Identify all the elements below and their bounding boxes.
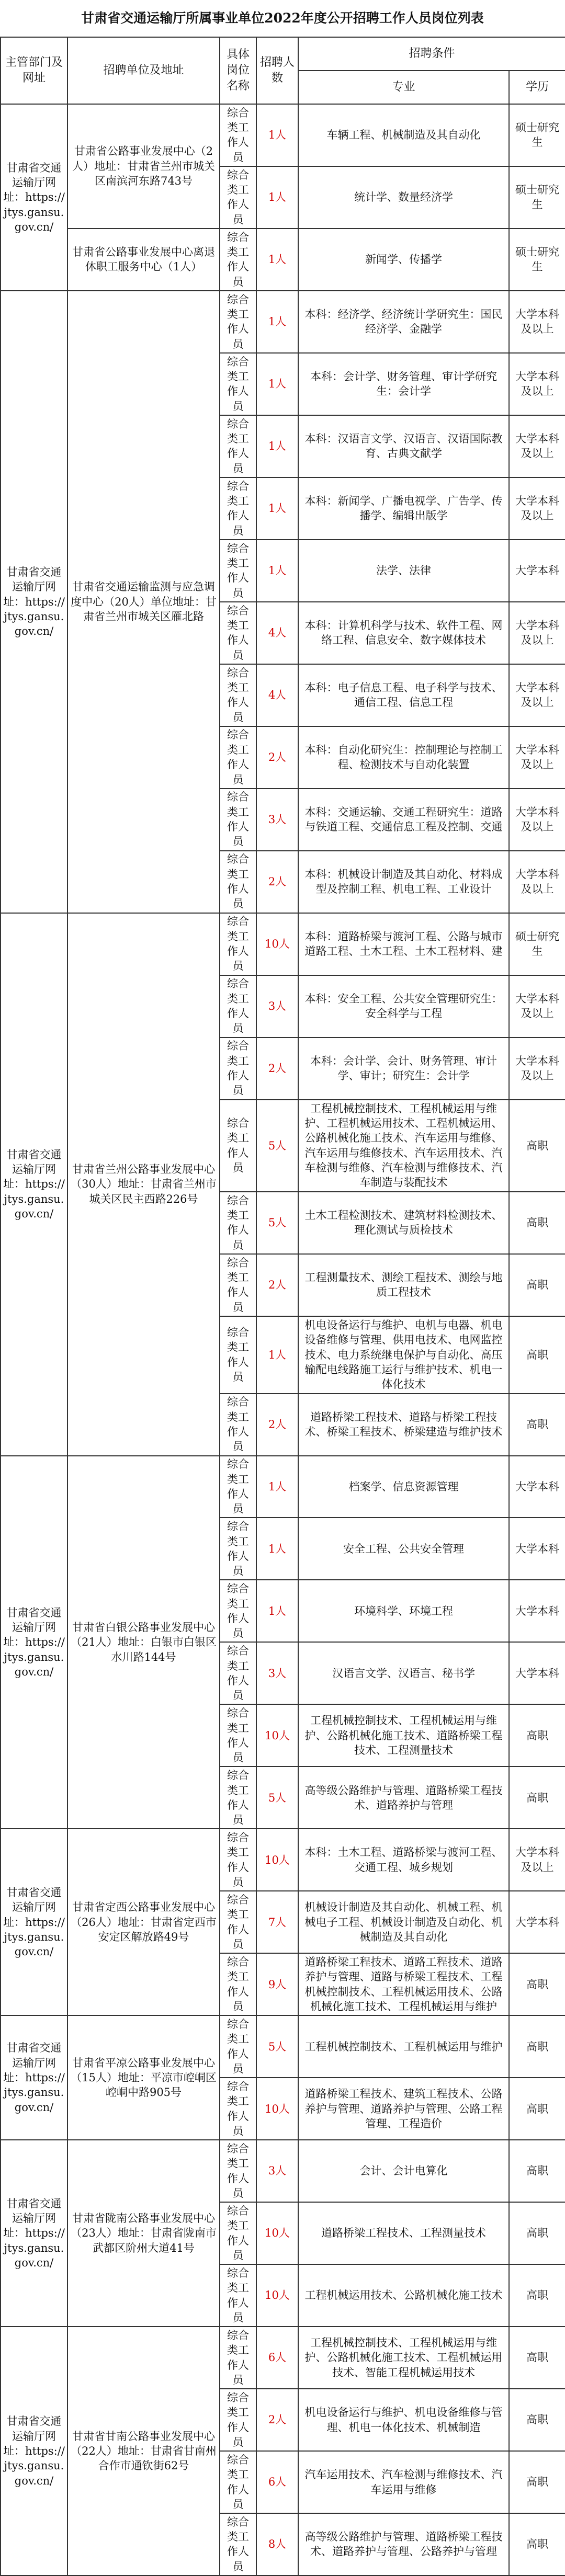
major-cell: 道路桥梁工程技术、建筑工程技术、公路养护与管理、道路养护与管理、公路工程管理、工程造价 [298,2078,509,2140]
education-cell: 高职 [509,2140,565,2202]
post-cell: 综合类工作人员 [220,1953,256,2015]
count-cell: 1人 [256,477,298,540]
count-cell: 2人 [256,1038,298,1100]
major-cell: 本科：电子信息工程、电子科学与技术、通信工程、信息工程 [298,664,509,726]
major-cell: 本科：汉语言文学、汉语言、汉语国际教育、古典文献学 [298,415,509,477]
education-cell: 大学本科及以上 [509,975,565,1038]
count-cell: 1人 [256,1580,298,1642]
major-cell: 汽车运用技术、汽车检测与维修技术、汽车运用与维修 [298,2451,509,2513]
table-row [1,2327,565,2389]
count-cell: 8人 [256,2513,298,2575]
table-row [1,104,565,166]
header-dept: 主管部门及网址 [1,37,67,104]
major-cell: 工程测量技术、测绘工程技术、测绘与地质工程技术 [298,1254,509,1316]
dept-cell: 甘肃省交通运输厅网址：https://jtys.gansu.gov.cn/ [1,104,67,291]
header-count: 招聘人数 [256,37,298,104]
major-cell: 新闻学、传播学 [298,229,509,291]
education-cell: 高职 [509,1192,565,1254]
unit-cell: 甘肃省公路事业发展中心（2人）地址：甘肃省兰州市城关区南滨河东路743号 [67,104,220,229]
post-cell: 综合类工作人员 [220,1456,256,1518]
post-cell: 综合类工作人员 [220,1766,256,1829]
education-cell: 高职 [509,1100,565,1192]
count-cell: 1人 [256,166,298,229]
education-cell: 大学本科及以上 [509,291,565,353]
count-cell: 5人 [256,2015,298,2078]
dept-cell: 甘肃省交通运输厅网址：https://jtys.gansu.gov.cn/ [1,2327,67,2575]
count-cell: 5人 [256,1766,298,1829]
count-cell: 1人 [256,229,298,291]
education-cell: 大学本科及以上 [509,353,565,415]
major-cell: 本科：会计学、会计、财务管理、审计学、审计；研究生：会计学 [298,1038,509,1100]
major-cell: 机电设备运行与维护、机电设备维修与管理、机电一体化技术、机械制造 [298,2389,509,2451]
count-cell: 9人 [256,1953,298,2015]
post-cell: 综合类工作人员 [220,2202,256,2264]
major-cell: 本科：新闻学、广播电视学、广告学、传播学、编辑出版学 [298,477,509,540]
count-cell: 1人 [256,415,298,477]
count-cell: 3人 [256,1642,298,1704]
table-row [1,2140,565,2202]
major-cell: 高等级公路维护与管理、道路桥梁工程技术、道路养护与管理 [298,1766,509,1829]
major-cell: 工程机械控制技术、工程机械运用与维护 [298,2015,509,2078]
education-cell: 大学本科及以上 [509,415,565,477]
major-cell: 本科：交通运输、交通工程研究生：道路与铁道工程、交通信息工程及控制、交通 [298,789,509,851]
post-cell: 综合类工作人员 [220,851,256,913]
recruitment-table [0,37,565,2576]
table-row [1,1829,565,1891]
table-row [1,1456,565,1518]
table-row [1,229,565,291]
education-cell: 高职 [509,2078,565,2140]
count-cell: 10人 [256,913,298,975]
education-cell: 硕士研究生 [509,913,565,975]
count-cell: 6人 [256,2451,298,2513]
education-cell: 大学本科及以上 [509,851,565,913]
count-cell: 1人 [256,291,298,353]
major-cell: 土木工程检测技术、建筑材料检测技术、理化测试与质检技术 [298,1192,509,1254]
unit-cell: 甘肃省交通运输监测与应急调度中心（20人）单位地址：甘肃省兰州市城关区雁北路 [67,291,220,913]
count-cell: 10人 [256,1704,298,1766]
education-cell: 高职 [509,2202,565,2264]
post-cell: 综合类工作人员 [220,353,256,415]
education-cell: 高职 [509,1704,565,1766]
count-cell: 1人 [256,1518,298,1580]
education-cell: 大学本科 [509,540,565,602]
unit-cell: 甘肃省公路事业发展中心离退休职工服务中心（1人） [67,229,220,291]
education-cell: 大学本科 [509,1518,565,1580]
unit-cell: 甘肃省定西公路事业发展中心（26人）地址：甘肃省定西市安定区解放路49号 [67,1829,220,2015]
page-title: 甘肃省交通运输厅所属事业单位2022年度公开招聘工作人员岗位列表 [81,10,484,26]
post-cell: 综合类工作人员 [220,1038,256,1100]
education-cell: 大学本科 [509,1580,565,1642]
major-cell: 高等级公路维护与管理、道路桥梁工程技术、道路养护与管理、公路养护与管理 [298,2513,509,2575]
count-cell: 4人 [256,664,298,726]
unit-cell: 甘肃省甘南公路事业发展中心（22人）地址：甘肃省甘南州合作市通钦街62号 [67,2327,220,2575]
post-cell: 综合类工作人员 [220,726,256,789]
education-cell: 高职 [509,2389,565,2451]
unit-cell: 甘肃省平凉公路事业发展中心（15人）地址：平凉市崆峒区崆峒中路905号 [67,2015,220,2140]
post-cell: 综合类工作人员 [220,1829,256,1891]
post-cell: 综合类工作人员 [220,1704,256,1766]
education-cell: 高职 [509,1316,565,1394]
major-cell: 工程机械控制技术、工程机械运用与维护、工程机械运用技术、工程机械运用、公路机械化施工技术、汽车运用与维修、汽车运用与维修技术、汽车运用技术、汽车检测与维修、汽车检测与维修技术、汽车制造与装配技术 [298,1100,509,1192]
education-cell: 大学本科及以上 [509,477,565,540]
major-cell: 法学、法律 [298,540,509,602]
major-cell: 本科：计算机科学与技术、软件工程、网络工程、信息安全、数字媒体技术 [298,602,509,664]
dept-cell: 甘肃省交通运输厅网址：https://jtys.gansu.gov.cn/ [1,2015,67,2140]
major-cell: 车辆工程、机械制造及其自动化 [298,104,509,166]
header-unit: 招聘单位及地址 [67,37,220,104]
education-cell: 大学本科及以上 [509,602,565,664]
education-cell: 硕士研究生 [509,166,565,229]
header-conditions: 招聘条件 [298,37,565,71]
education-cell: 大学本科 [509,1642,565,1704]
count-cell: 1人 [256,1316,298,1394]
post-cell: 综合类工作人员 [220,1580,256,1642]
major-cell: 会计、会计电算化 [298,2140,509,2202]
post-cell: 综合类工作人员 [220,1100,256,1192]
count-cell: 6人 [256,2327,298,2389]
count-cell: 2人 [256,851,298,913]
count-cell: 1人 [256,1456,298,1518]
education-cell: 高职 [509,2451,565,2513]
count-cell: 10人 [256,2264,298,2327]
education-cell: 大学本科及以上 [509,789,565,851]
major-cell: 机电设备运行与维护、电机与电器、机电设备维修与管理、供用电技术、电网监控技术、电力系统继电保护与自动化、高压输配电线路施工运行与维护技术、机电一体化技术 [298,1316,509,1394]
post-cell: 综合类工作人员 [220,1316,256,1394]
dept-cell: 甘肃省交通运输厅网址：https://jtys.gansu.gov.cn/ [1,291,67,913]
unit-cell: 甘肃省兰州公路事业发展中心（30人）地址：甘肃省兰州市城关区民主西路226号 [67,913,220,1456]
count-cell: 2人 [256,726,298,789]
post-cell: 综合类工作人员 [220,2389,256,2451]
post-cell: 综合类工作人员 [220,2015,256,2078]
post-cell: 综合类工作人员 [220,1192,256,1254]
education-cell: 高职 [509,1254,565,1316]
major-cell: 本科：自动化研究生：控制理论与控制工程、检测技术与自动化装置 [298,726,509,789]
major-cell: 本科：经济学、经济统计学研究生：国民经济学、金融学 [298,291,509,353]
count-cell: 10人 [256,1829,298,1891]
education-cell: 高职 [509,2015,565,2078]
count-cell: 2人 [256,1254,298,1316]
education-cell: 大学本科及以上 [509,1829,565,1891]
post-cell: 综合类工作人员 [220,1254,256,1316]
education-cell: 大学本科及以上 [509,664,565,726]
major-cell: 安全工程、公共安全管理 [298,1518,509,1580]
post-cell: 综合类工作人员 [220,1642,256,1704]
header-major: 专业 [298,71,509,104]
education-cell: 高职 [509,2513,565,2575]
dept-cell: 甘肃省交通运输厅网址：https://jtys.gansu.gov.cn/ [1,1829,67,2015]
post-cell: 综合类工作人员 [220,166,256,229]
post-cell: 综合类工作人员 [220,602,256,664]
major-cell: 工程机械控制技术、工程机械运用与维护、公路机械化施工技术、工程机械运用技术、智能工程机械运用技术 [298,2327,509,2389]
post-cell: 综合类工作人员 [220,913,256,975]
count-cell: 7人 [256,1891,298,1953]
header-education: 学历 [509,71,565,104]
major-cell: 本科：机械设计制造及其自动化、材料成型及控制工程、机电工程、工业设计 [298,851,509,913]
post-cell: 综合类工作人员 [220,229,256,291]
major-cell: 环境科学、环境工程 [298,1580,509,1642]
education-cell: 硕士研究生 [509,229,565,291]
post-cell: 综合类工作人员 [220,2140,256,2202]
count-cell: 3人 [256,789,298,851]
major-cell: 工程机械运用技术、公路机械化施工技术 [298,2264,509,2327]
post-cell: 综合类工作人员 [220,2451,256,2513]
count-cell: 5人 [256,1192,298,1254]
header-row-1 [1,37,565,71]
count-cell: 5人 [256,1100,298,1192]
count-cell: 1人 [256,540,298,602]
major-cell: 本科：土木工程、道路桥梁与渡河工程、交通工程、城乡规划 [298,1829,509,1891]
education-cell: 大学本科 [509,1891,565,1953]
dept-cell: 甘肃省交通运输厅网址：https://jtys.gansu.gov.cn/ [1,2140,67,2327]
table-row [1,913,565,975]
post-cell: 综合类工作人员 [220,540,256,602]
dept-cell: 甘肃省交通运输厅网址：https://jtys.gansu.gov.cn/ [1,913,67,1456]
education-cell: 大学本科 [509,1456,565,1518]
count-cell: 3人 [256,975,298,1038]
education-cell: 大学本科及以上 [509,1038,565,1100]
dept-cell: 甘肃省交通运输厅网址：https://jtys.gansu.gov.cn/ [1,1456,67,1829]
major-cell: 汉语言文学、汉语言、秘书学 [298,1642,509,1704]
education-cell: 硕士研究生 [509,104,565,166]
post-cell: 综合类工作人员 [220,1891,256,1953]
major-cell: 本科：安全工程、公共安全管理研究生：安全科学与工程 [298,975,509,1038]
post-cell: 综合类工作人员 [220,2078,256,2140]
count-cell: 10人 [256,2202,298,2264]
major-cell: 档案学、信息资源管理 [298,1456,509,1518]
count-cell: 3人 [256,2140,298,2202]
education-cell: 高职 [509,1953,565,2015]
count-cell: 2人 [256,2389,298,2451]
header-post: 具体岗位名称 [220,37,256,104]
post-cell: 综合类工作人员 [220,1518,256,1580]
table-row [1,291,565,353]
post-cell: 综合类工作人员 [220,477,256,540]
post-cell: 综合类工作人员 [220,2264,256,2327]
post-cell: 综合类工作人员 [220,291,256,353]
major-cell: 本科：道路桥梁与渡河工程、公路与城市道路工程、土木工程、土木工程材料、建 [298,913,509,975]
education-cell: 高职 [509,1766,565,1829]
count-cell: 10人 [256,2078,298,2140]
education-cell: 高职 [509,2264,565,2327]
count-cell: 2人 [256,1394,298,1456]
post-cell: 综合类工作人员 [220,975,256,1038]
table-body [1,104,565,2575]
unit-cell: 甘肃省陇南公路事业发展中心（23人）地址：甘肃省陇南市武都区阶州大道41号 [67,2140,220,2327]
post-cell: 综合类工作人员 [220,1394,256,1456]
major-cell: 道路桥梁工程技术、道路工程技术、道路养护与管理、道路与桥梁工程技术、工程机械控制技术、工程机械运用技术、公路机械化施工技术、工程机械运用与维护 [298,1953,509,2015]
post-cell: 综合类工作人员 [220,789,256,851]
major-cell: 道路桥梁工程技术、工程测量技术 [298,2202,509,2264]
post-cell: 综合类工作人员 [220,2513,256,2575]
post-cell: 综合类工作人员 [220,104,256,166]
count-cell: 4人 [256,602,298,664]
post-cell: 综合类工作人员 [220,664,256,726]
major-cell: 本科：会计学、财务管理、审计学研究生：会计学 [298,353,509,415]
table-row [1,2015,565,2078]
unit-cell: 甘肃省白银公路事业发展中心（21人）地址：白银市白银区水川路144号 [67,1456,220,1829]
education-cell: 大学本科及以上 [509,726,565,789]
major-cell: 道路桥梁工程技术、道路与桥梁工程技术、桥梁工程技术、桥梁建造与维护技术 [298,1394,509,1456]
major-cell: 机械设计制造及其自动化、机械工程、机械电子工程、机械设计制造及自动化、机械制造及其自动化 [298,1891,509,1953]
count-cell: 1人 [256,104,298,166]
post-cell: 综合类工作人员 [220,2327,256,2389]
education-cell: 高职 [509,1394,565,1456]
post-cell: 综合类工作人员 [220,415,256,477]
education-cell: 高职 [509,2327,565,2389]
major-cell: 工程机械控制技术、工程机械运用与维护、公路机械化施工技术、道路桥梁工程技术、工程测量技术 [298,1704,509,1766]
count-cell: 1人 [256,353,298,415]
major-cell: 统计学、数量经济学 [298,166,509,229]
